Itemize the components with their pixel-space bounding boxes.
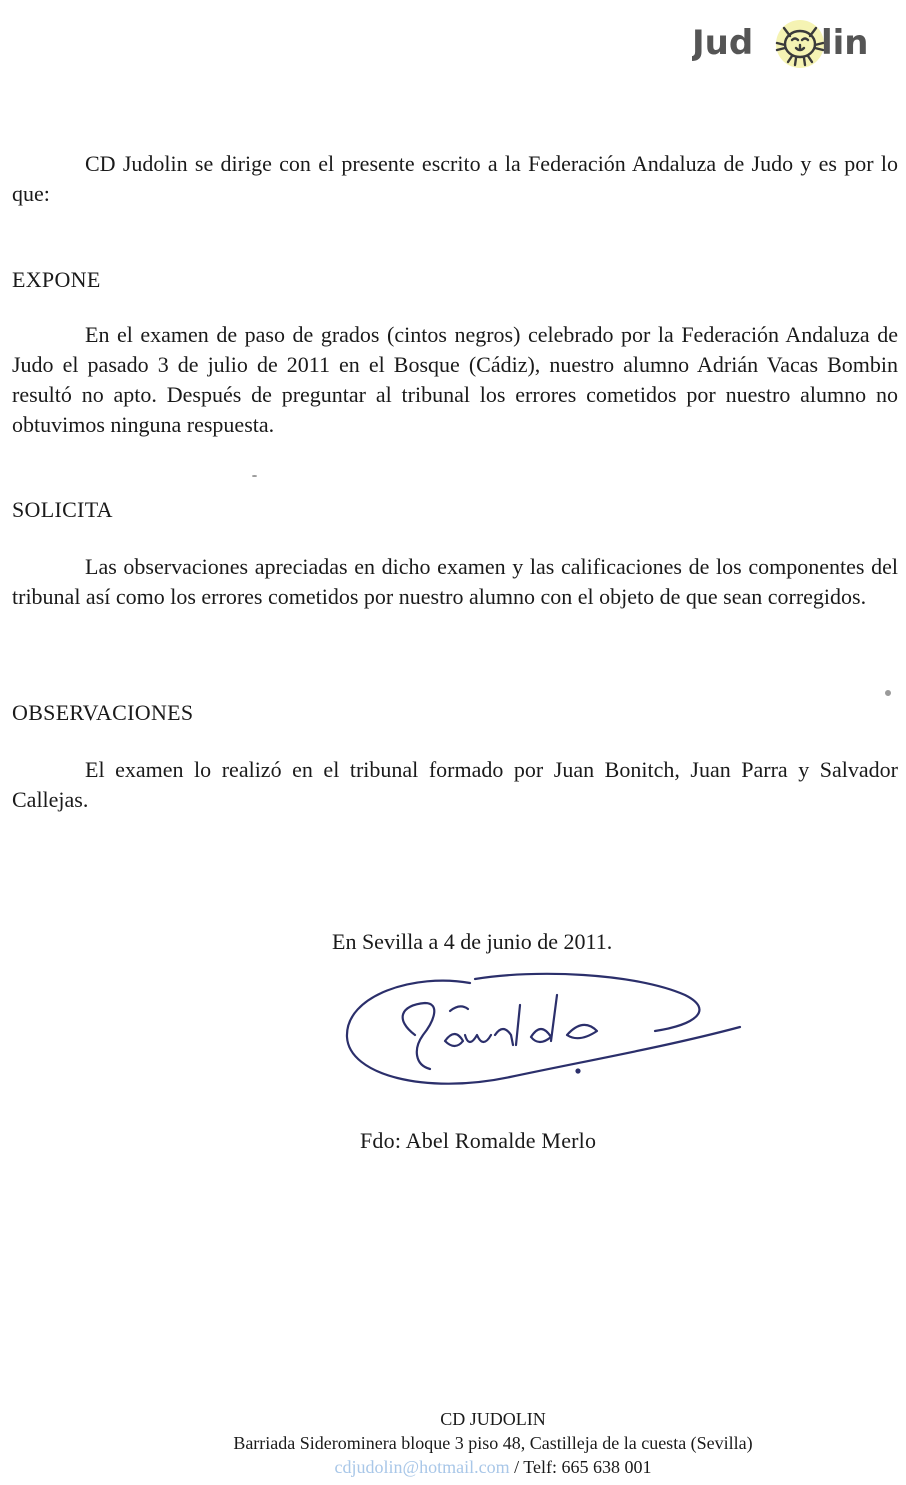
footer-org: CD JUDOLIN [440,1409,546,1429]
scan-speck [252,475,257,477]
section-heading-solicita: SOLICITA [12,497,113,522]
section-heading-observaciones: OBSERVACIONES [12,700,194,725]
intro-paragraph: CD Judolin se dirige con el presente escrito a la Federación Andaluza de Judo y es por lo que: [12,151,898,206]
signer-name: Fdo: Abel Romalde Merlo [360,1128,597,1153]
section-text-expone: En el examen de paso de grados (cintos negros) celebrado por la Federación Andaluza de Judo el pasado 3 de julio de 2011 en el Bosque (Cádiz), nuestro alumno Adrián Vacas Bombin resultó no apto. Después de preguntar al tribunal los errores cometidos por nuestro alumno no obtuvimos ninguna respuesta. [12,322,898,437]
scan-speck [885,690,891,696]
logo-text-right: lin [821,23,869,63]
footer-email: cdjudolin@hotmail.com [334,1457,510,1477]
section-text-observaciones: El examen lo realizó en el tribunal formado por Juan Bonitch, Juan Parra y Salvador Callejas. [12,757,898,812]
letter-footer [0,1407,906,1479]
footer-address: Barriada Siderominera bloque 3 piso 48, Castilleja de la cuesta (Sevilla) [233,1433,753,1453]
footer-phone: / Telf: 665 638 001 [509,1457,652,1477]
date-line: En Sevilla a 4 de junio de 2011. [332,929,613,954]
handwritten-signature [335,965,755,1105]
footer-contact [0,1455,906,1479]
section-heading-expone: EXPONE [12,267,101,292]
tiger-face-icon [692,14,888,72]
logo-text-left: Jud [692,23,754,63]
section-text-solicita: Las observaciones apreciadas en dicho examen y las calificaciones de los componentes del tribunal así como los errores cometidos por nuestro alumno con el objeto de que sean corregidos. [12,554,898,609]
judolin-logo [692,14,888,72]
